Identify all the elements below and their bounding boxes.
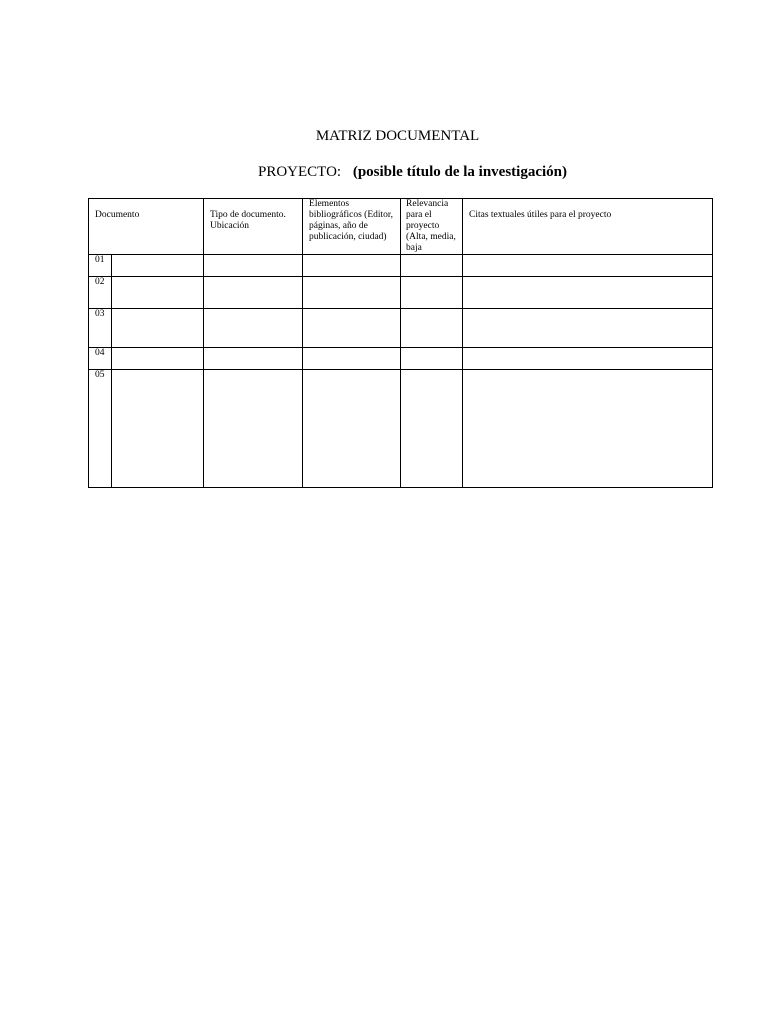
header-elementos	[303, 199, 401, 255]
header-elementos-label: Elementos bibliográficos (Editor, páginas, año de publicación, ciudad)	[309, 199, 394, 242]
tipo-cell[interactable]	[204, 277, 303, 309]
table-row	[89, 348, 713, 370]
elementos-cell[interactable]	[303, 277, 401, 309]
elementos-cell[interactable]	[303, 348, 401, 370]
relevancia-cell[interactable]	[401, 370, 463, 488]
table-row	[89, 309, 713, 348]
header-tipo-label: Tipo de documento. Ubicación	[210, 210, 286, 231]
header-relevancia	[401, 199, 463, 255]
citas-cell[interactable]	[463, 348, 713, 370]
document-matrix-table	[88, 198, 713, 488]
documento-cell[interactable]	[112, 277, 204, 309]
elementos-cell[interactable]	[303, 309, 401, 348]
project-line	[258, 163, 567, 181]
elementos-cell[interactable]	[303, 255, 401, 277]
citas-cell[interactable]	[463, 277, 713, 309]
table-header-row	[89, 199, 713, 255]
header-documento-label: Documento	[95, 210, 140, 220]
table-row	[89, 370, 713, 488]
relevancia-cell[interactable]	[401, 277, 463, 309]
table-row	[89, 255, 713, 277]
header-tipo	[204, 199, 303, 255]
header-documento	[89, 199, 204, 255]
header-citas-label: Citas textuales útiles para el proyecto	[469, 210, 612, 220]
citas-cell[interactable]	[463, 255, 713, 277]
header-relevancia-label: Relevancia para el proyecto (Alta, media, baja	[406, 199, 456, 253]
row-number: 05	[89, 370, 112, 488]
header-citas	[463, 199, 713, 255]
citas-cell[interactable]	[463, 370, 713, 488]
document-title: MATRIZ DOCUMENTAL	[315, 128, 480, 144]
citas-cell[interactable]	[463, 309, 713, 348]
documento-cell[interactable]	[112, 348, 204, 370]
project-label: PROYECTO:	[258, 164, 342, 180]
documento-cell[interactable]	[112, 255, 204, 277]
relevancia-cell[interactable]	[401, 309, 463, 348]
row-number: 04	[89, 348, 112, 370]
row-number: 02	[89, 277, 112, 309]
tipo-cell[interactable]	[204, 255, 303, 277]
tipo-cell[interactable]	[204, 370, 303, 488]
documento-cell[interactable]	[112, 370, 204, 488]
row-number: 03	[89, 309, 112, 348]
project-title-placeholder: (posible título de la investigación)	[352, 164, 568, 180]
tipo-cell[interactable]	[204, 348, 303, 370]
documento-cell[interactable]	[112, 309, 204, 348]
relevancia-cell[interactable]	[401, 255, 463, 277]
relevancia-cell[interactable]	[401, 348, 463, 370]
elementos-cell[interactable]	[303, 370, 401, 488]
row-number: 01	[89, 255, 112, 277]
tipo-cell[interactable]	[204, 309, 303, 348]
table-row	[89, 277, 713, 309]
